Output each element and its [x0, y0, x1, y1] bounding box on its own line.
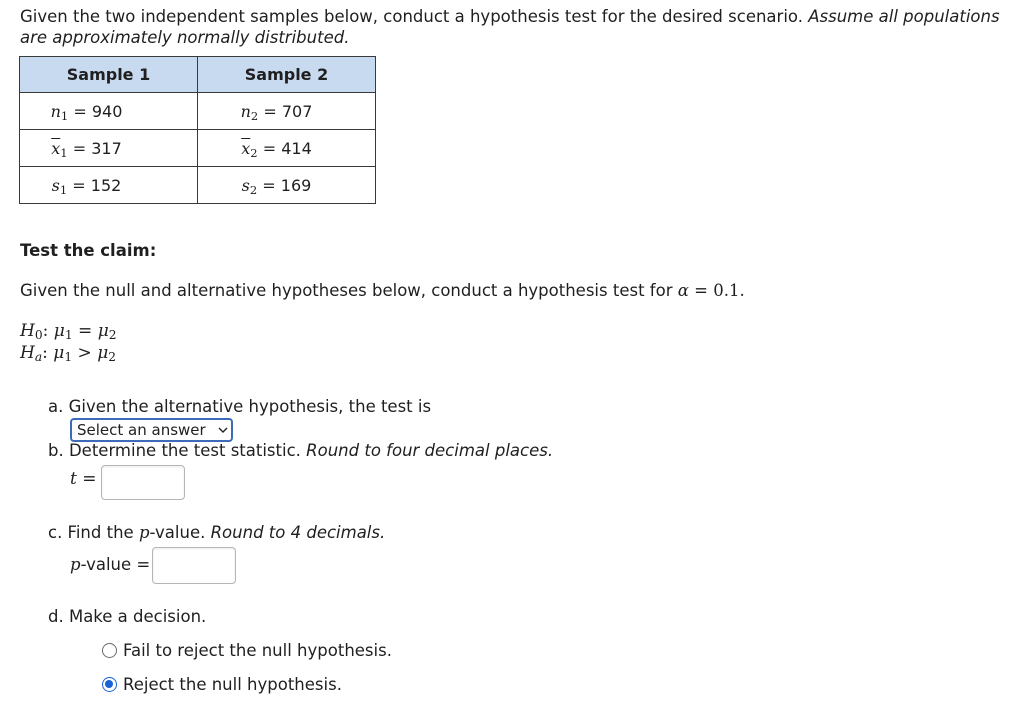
option-fail-to-reject-label[interactable]: Fail to reject the null hypothesis. [123, 641, 392, 660]
question-b: b. Determine the test statistic. Round to four decimal places. [48, 441, 554, 460]
table-row [20, 130, 376, 167]
given-hypotheses-text: Given the null and alternative hypotheses below, conduct a hypothesis test for α = 0.1. [20, 281, 745, 300]
question-c: c. Find the p-value. Round to 4 decimals. [48, 523, 386, 542]
alpha-value: 0.1 [713, 281, 740, 300]
cell-xbar1: $\overline{x}_1 = 317$ [20, 130, 198, 167]
null-hypothesis: $H_0$: $\mu_1 = \mu_2$ [20, 321, 117, 343]
cell-s2: $s_2 = 169$ [198, 167, 376, 204]
alpha-symbol: α [677, 281, 689, 300]
header-sample-1: Sample 1 [20, 57, 198, 93]
intro-emphasis: Assume all populations are approximately normally distributed. [20, 7, 1000, 47]
alternative-hypothesis: $H_a$: $\mu_1 > \mu_2$ [20, 343, 117, 365]
p-value-input[interactable] [152, 547, 236, 584]
radio-fail-to-reject[interactable] [102, 643, 117, 658]
question-d: d. Make a decision. [48, 607, 207, 626]
table-header-row [20, 57, 376, 93]
cell-n1: $n_1 = 940$ [20, 93, 198, 130]
samples-table [19, 56, 376, 204]
cell-xbar2: $\overline{x}_2 = 414$ [198, 130, 376, 167]
select-value: Select an answer [77, 421, 206, 439]
test-type-select[interactable] [70, 418, 233, 442]
table-row [20, 167, 376, 204]
problem-intro [20, 6, 1010, 48]
question-a: a. Given the alternative hypothesis, the test is [48, 397, 432, 416]
p-value-label: p-value = [70, 555, 151, 574]
intro-text: Given the two independent samples below, conduct a hypothesis test for the desired scenario. [20, 7, 803, 26]
cell-n2: $n_2 = 707$ [198, 93, 376, 130]
test-claim-heading: Test the claim: [20, 241, 157, 260]
option-reject-label[interactable]: Reject the null hypothesis. [123, 675, 342, 694]
t-label: t = [70, 469, 97, 489]
radio-reject[interactable] [102, 677, 117, 692]
header-sample-2: Sample 2 [198, 57, 376, 93]
test-statistic-input[interactable] [101, 465, 185, 500]
table-row [20, 93, 376, 130]
cell-s1: $s_1 = 152$ [20, 167, 198, 204]
